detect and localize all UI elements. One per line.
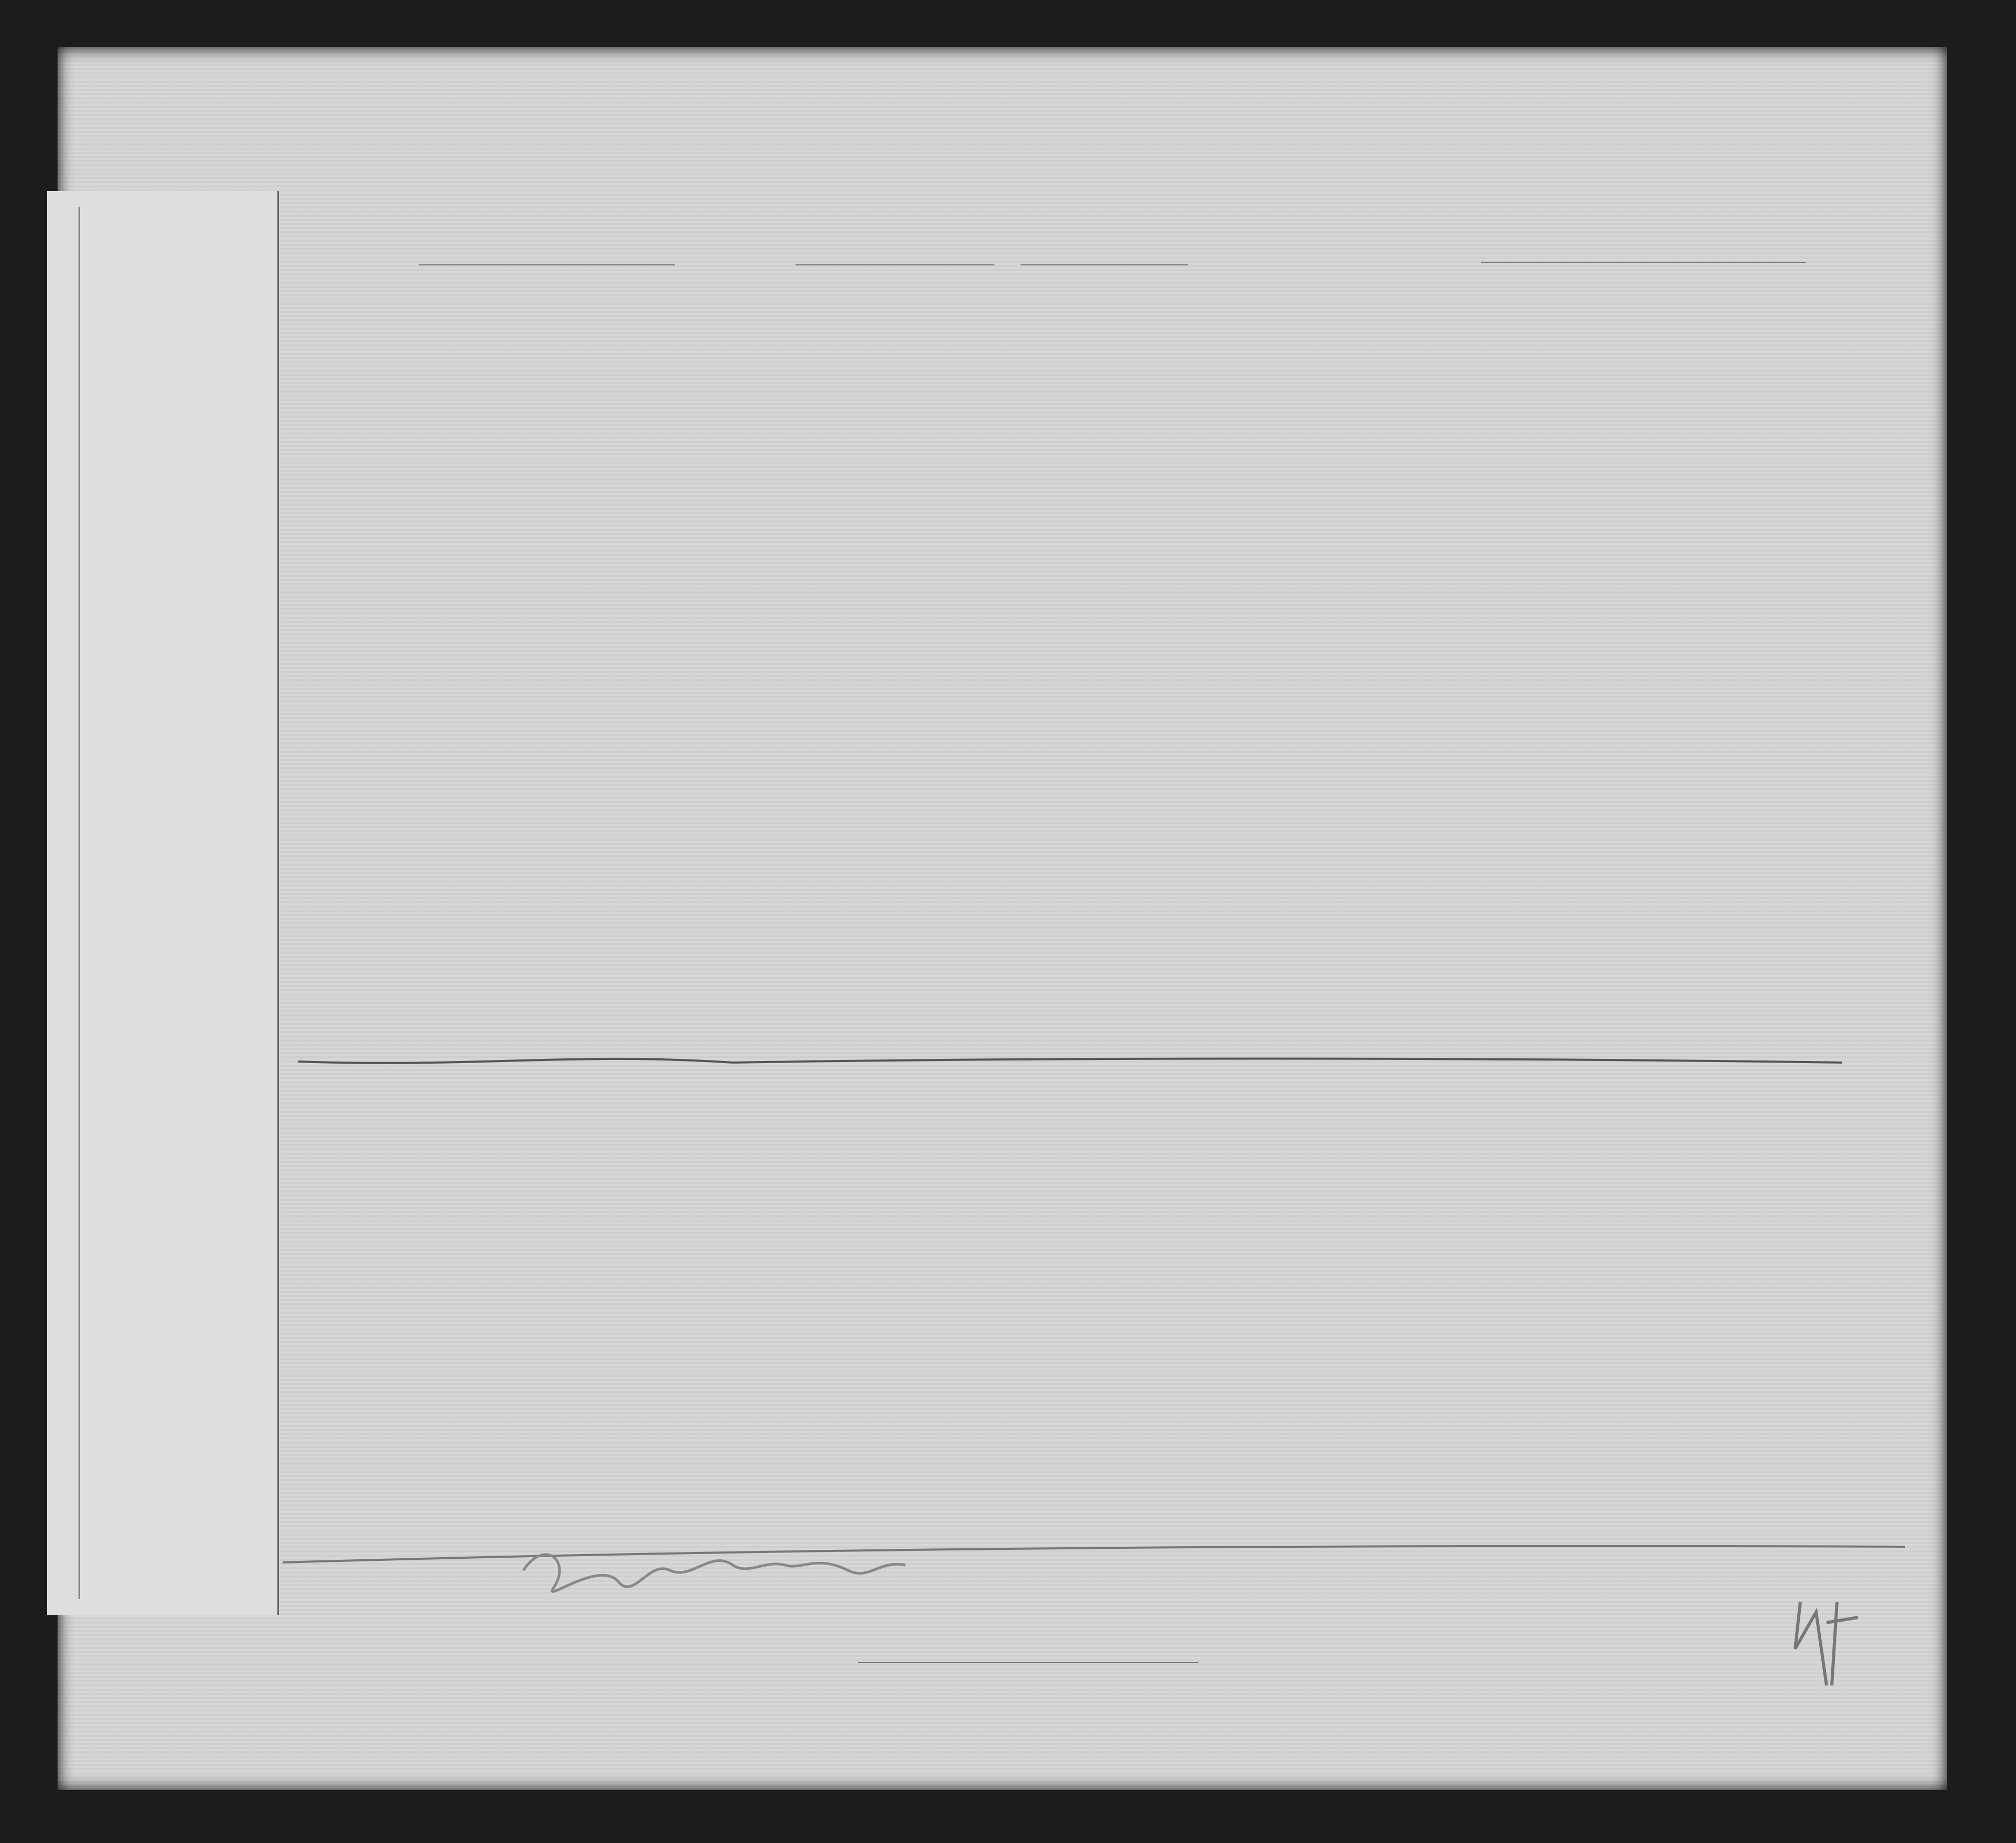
handwritten-total-marks (1795, 1602, 1858, 1685)
strike-line (298, 1059, 1842, 1063)
closing-line (283, 1546, 1905, 1562)
inspector-line (858, 1662, 1199, 1663)
signature-scrawl (523, 1555, 905, 1592)
